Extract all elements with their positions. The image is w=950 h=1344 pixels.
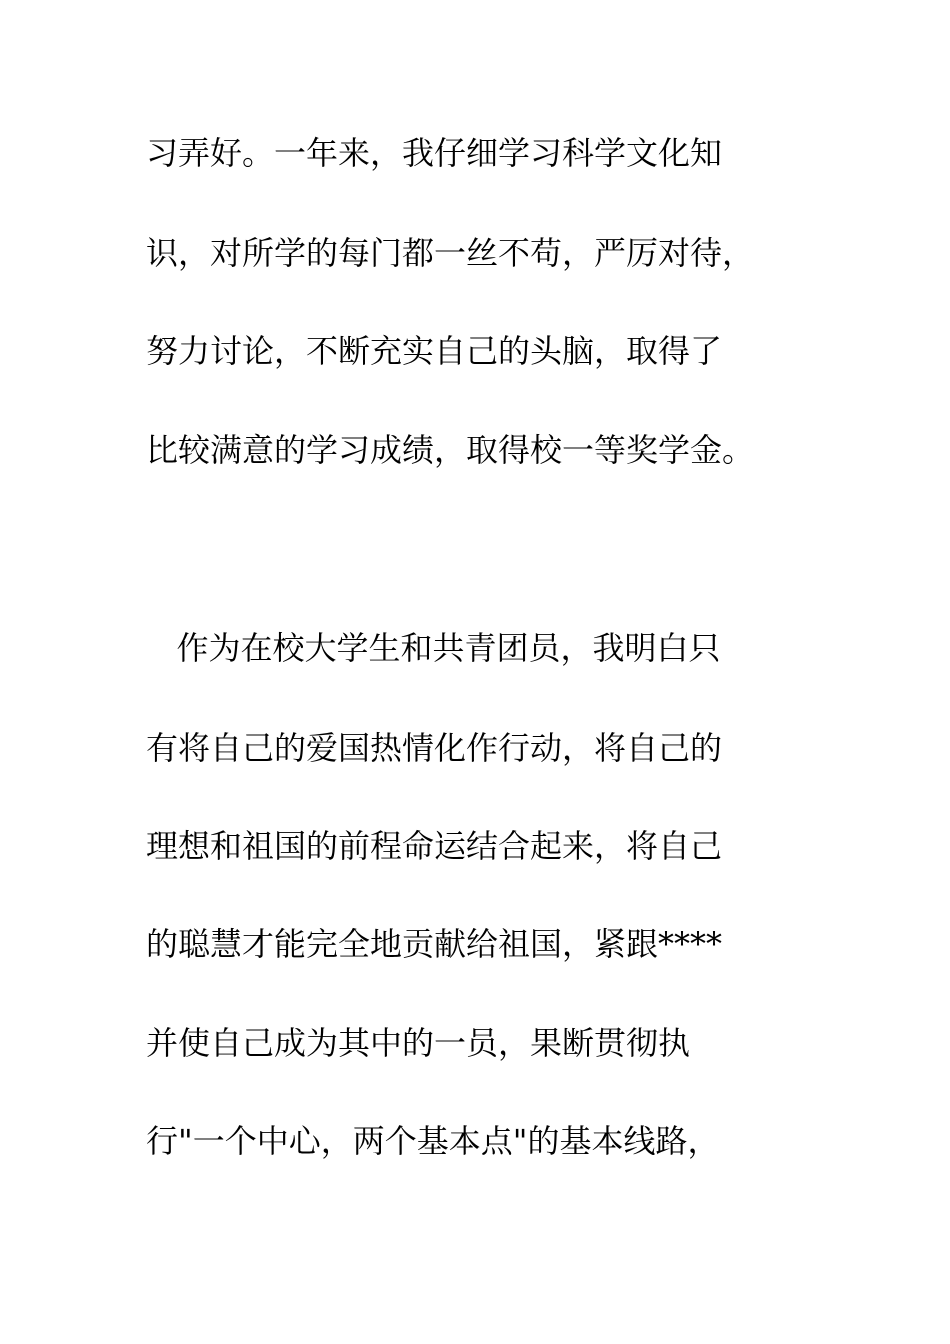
text-line: 努力讨论，不断充实自己的头脑，取得了 xyxy=(146,332,723,370)
text-line: 行"一个中心，两个基本点"的基本线路， xyxy=(146,1122,720,1160)
text-line: 理想和祖国的前程命运结合起来，将自己 xyxy=(146,827,723,865)
text-line: 的聪慧才能完全地贡献给祖国，紧跟**** xyxy=(146,925,723,963)
text-line: 作为在校大学生和共青团员，我明白只 xyxy=(146,629,721,667)
text-line: 有将自己的爱国热情化作行动，将自己的 xyxy=(146,729,723,767)
text-line: 习弄好。一年来，我仔细学习科学文化知 xyxy=(146,134,723,172)
text-line: 并使自己成为其中的一员，果断贯彻执 xyxy=(146,1024,691,1062)
text-line: 比较满意的学习成绩，取得校一等奖学金。 xyxy=(146,431,755,469)
text-line: 识，对所学的每门都一丝不苟，严厉对待， xyxy=(146,234,755,272)
